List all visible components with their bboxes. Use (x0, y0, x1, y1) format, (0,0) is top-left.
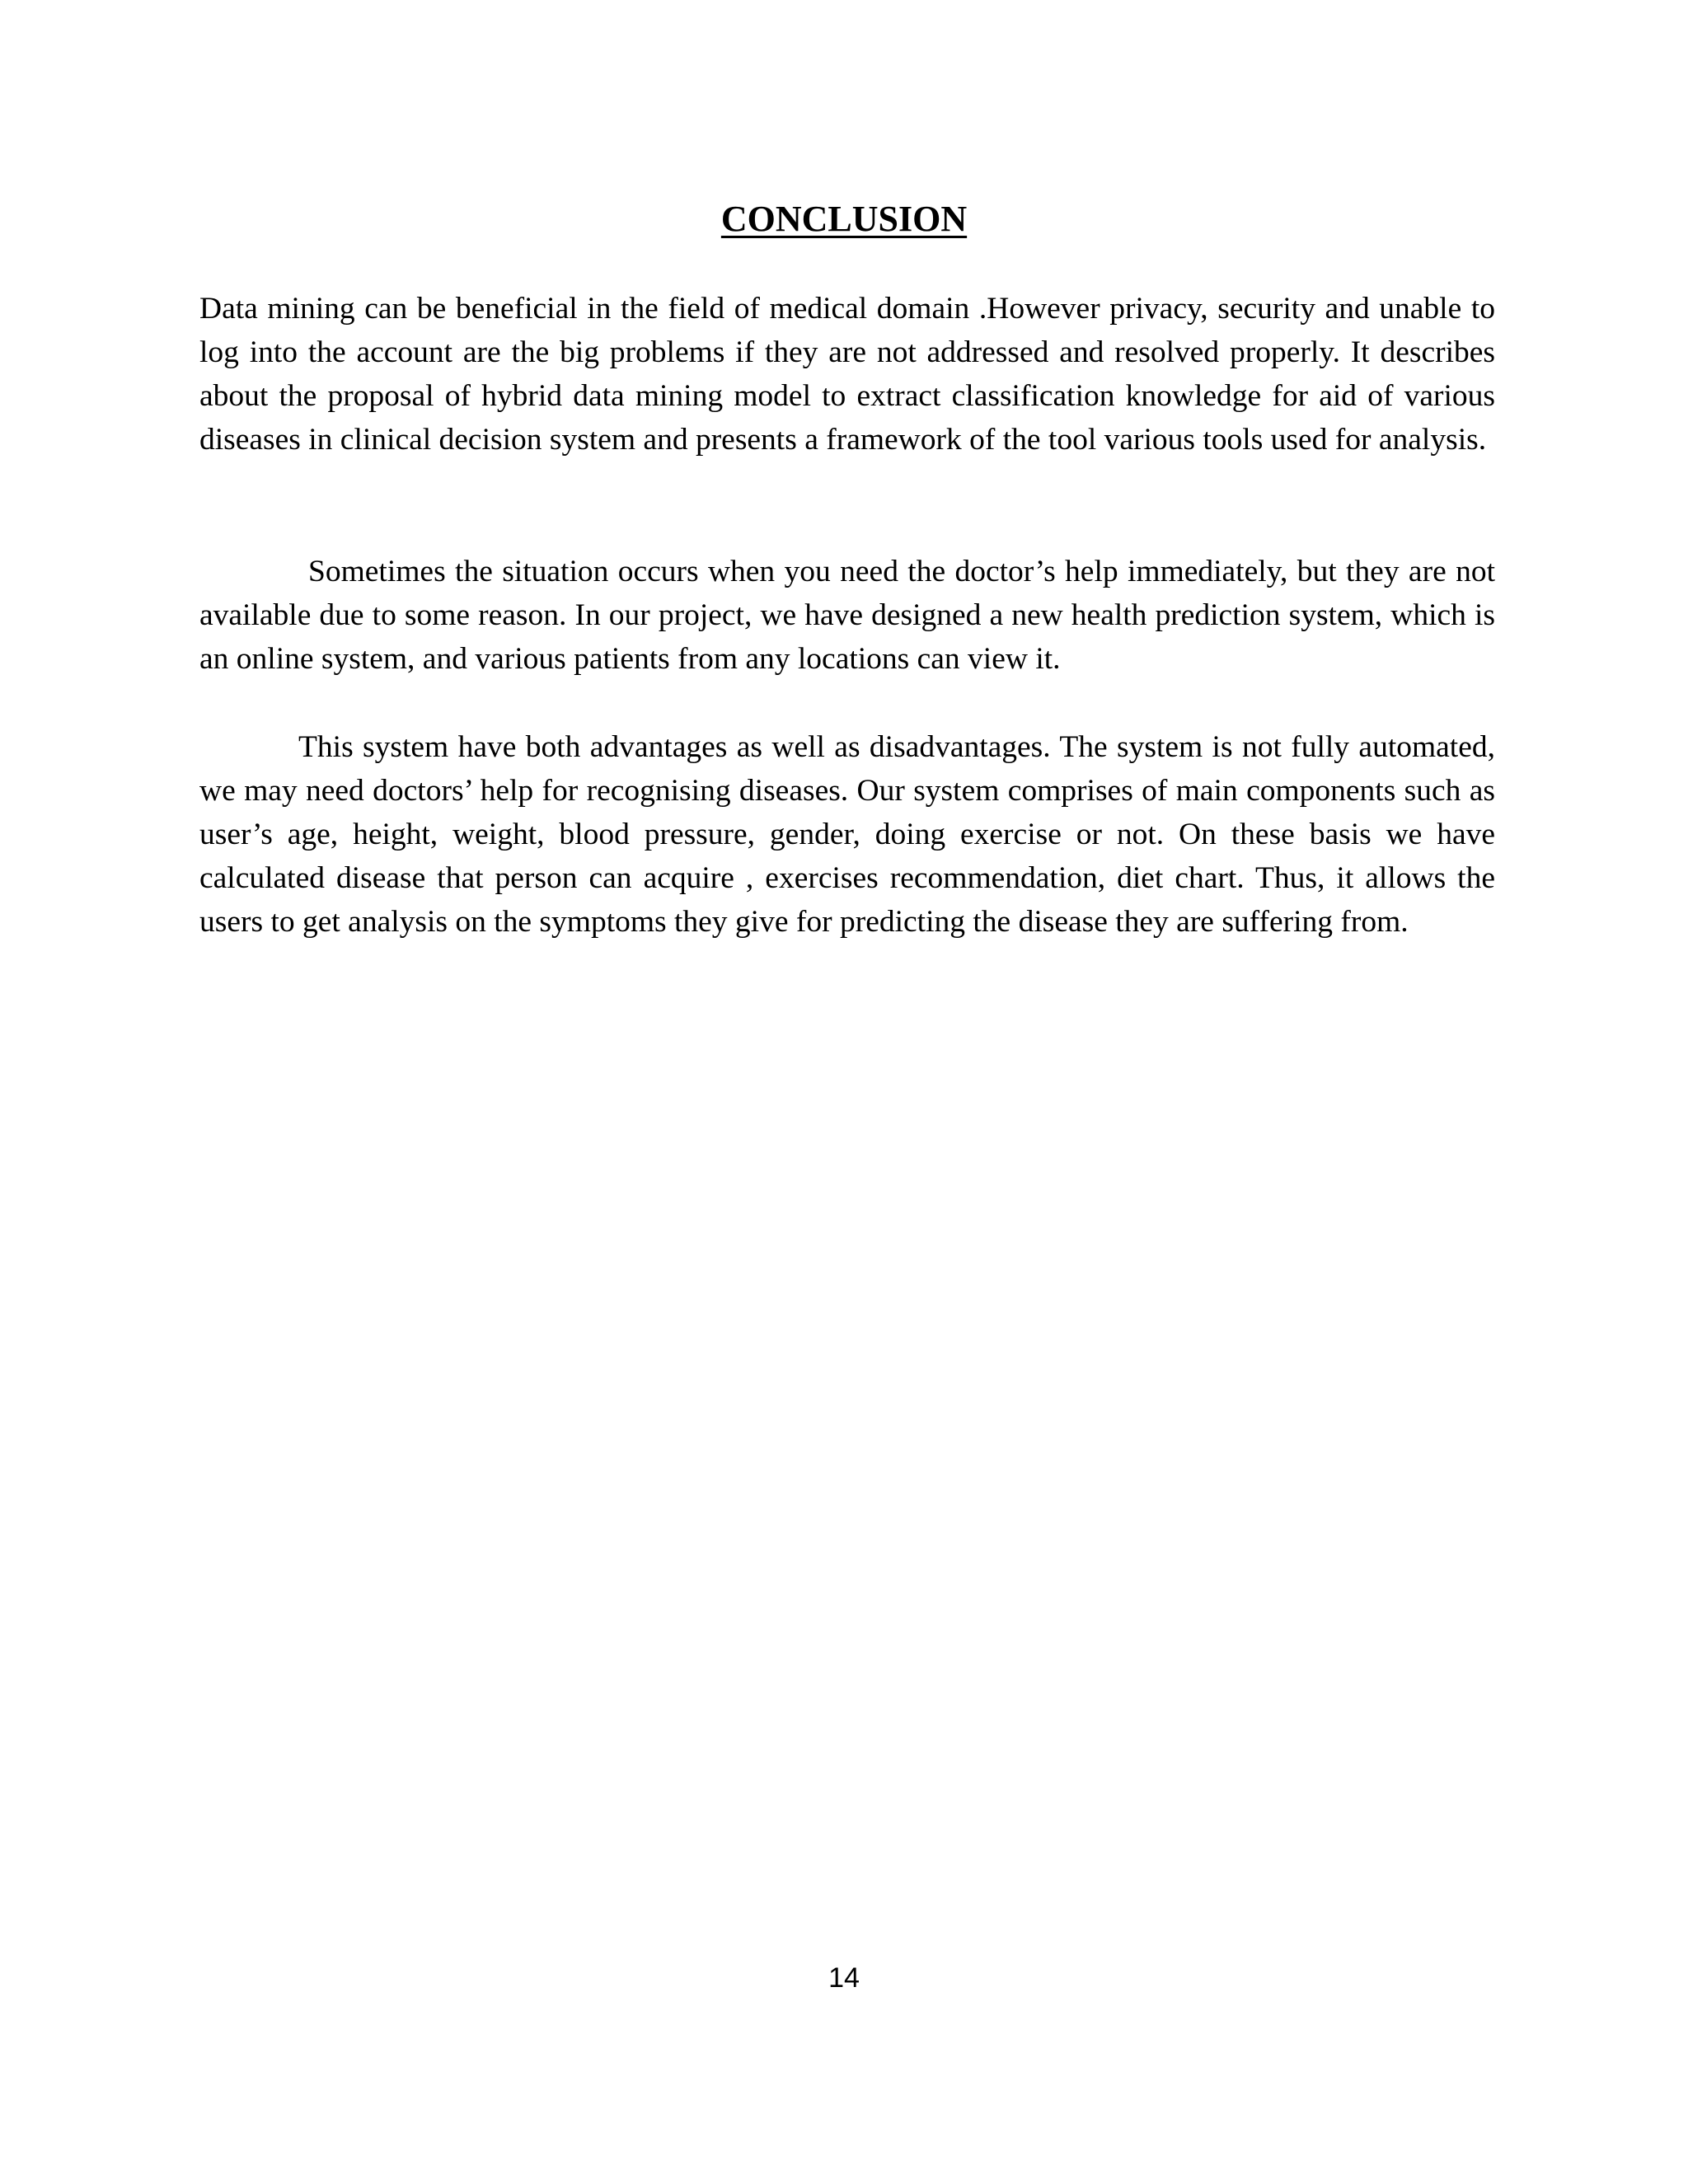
section-heading: CONCLUSION (720, 199, 968, 239)
paragraph-3: This system have both advantages as well as disadvantages. The system is not fully automated, we may need doctors’ help for recognising diseases. Our system comprises of main components such as user’s age, height, weight, blood pressure, gender, doing exercise or not. On these basis we have calculated disease that person can acquire , exercises recommendation, diet chart. Thus, it allows the users to get analysis on the symptoms they give for predicting the disease they are suffering from. (199, 730, 1495, 939)
paragraph-2: Sometimes the situation occurs when you need the doctor’s help immediately, but they are not available due to some reason. In our project, we have designed a new health prediction system, which is an online system, and various patients from any locations can view it. (199, 555, 1495, 676)
page-number: 14 (828, 1962, 860, 1994)
paragraph-1: Data mining can be beneficial in the field of medical domain .However privacy, security and unable to log into the account are the big problems if they are not addressed and resolved properly. It describes about the proposal of hybrid data mining model to extract classification knowledge for aid of various diseases in clinical decision system and presents a framework of the tool various tools used for analysis. (199, 292, 1495, 457)
